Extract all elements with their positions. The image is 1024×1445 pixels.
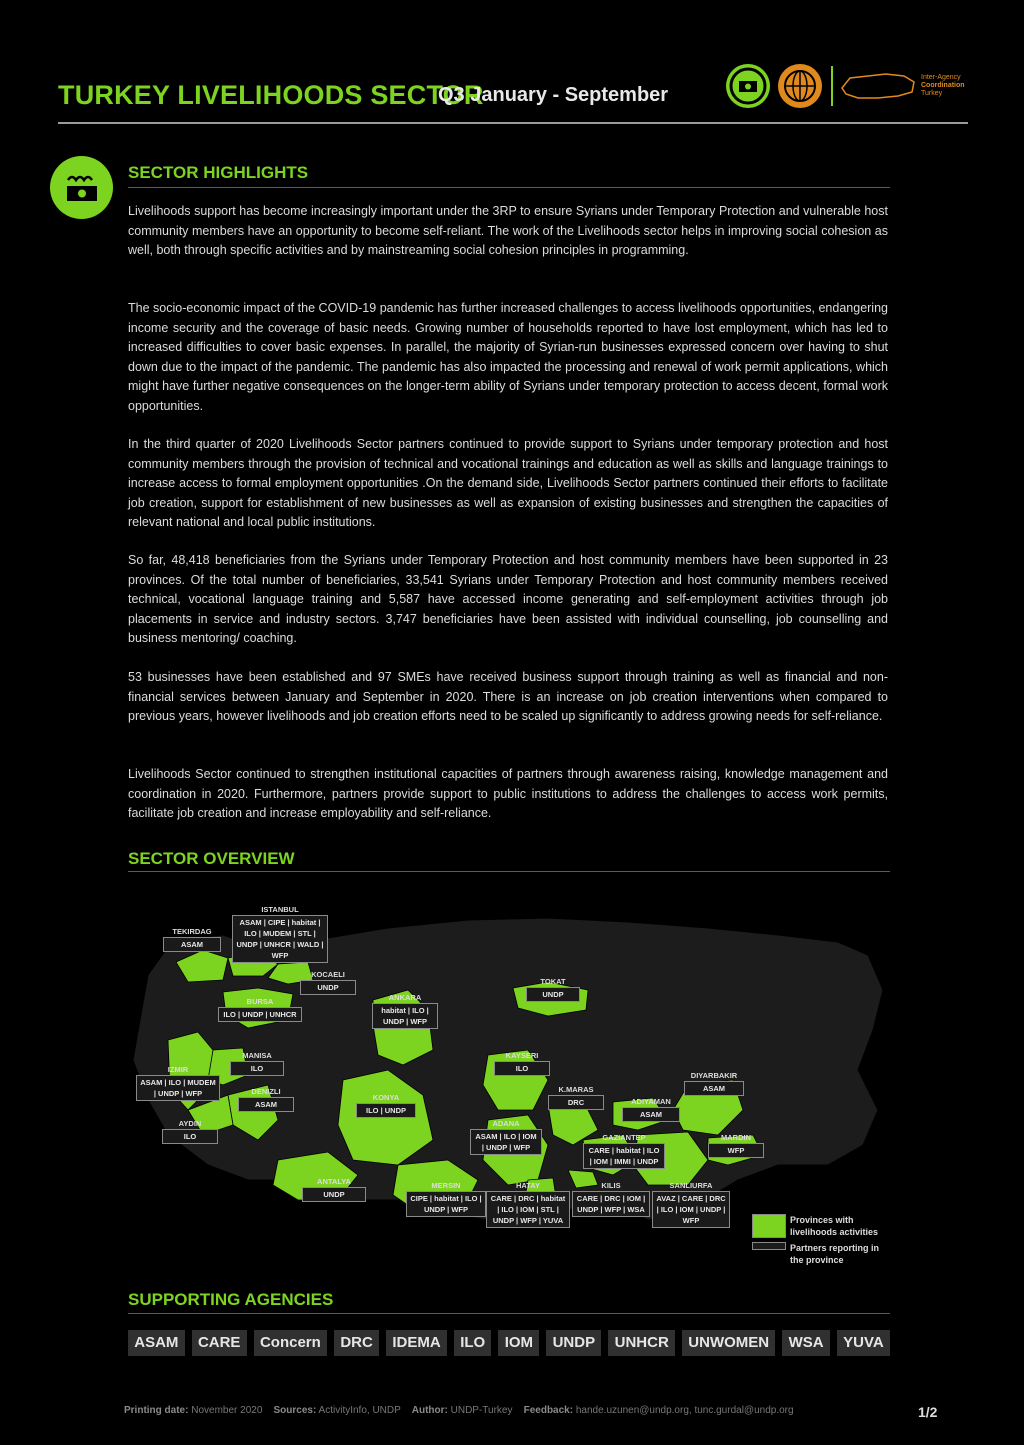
map-label-mardin: MARDIN WFP xyxy=(708,1132,764,1158)
footer-author-value: UNDP-Turkey xyxy=(450,1405,513,1416)
map-label-izmir: IZMIR ASAM | ILO | MUDEM | UNDP | WFP xyxy=(136,1064,220,1101)
footer-sources-value: ActivityInfo, UNDP xyxy=(318,1405,401,1416)
footer-printing-label: Printing date: xyxy=(124,1405,189,1416)
map-label-kmaras: K.MARAS DRC xyxy=(548,1084,604,1110)
map-label-kocaeli: KOCAELI UNDP xyxy=(300,969,356,995)
legend-dark-label: Partners reporting in the province xyxy=(790,1243,880,1265)
footer-feedback-value[interactable]: hande.uzunen@undp.org, tunc.gurdal@undp.org xyxy=(575,1405,794,1416)
map-label-gaziantep: GAZIANTEP CARE | habitat | ILO | IOM | IMMI | UNDP xyxy=(583,1132,665,1169)
map-label-hatay: HATAY CARE | DRC | habitat | ILO | IOM | STL | UNDP | WFP | YUVA xyxy=(486,1180,570,1228)
agency-badge: DRC xyxy=(334,1330,379,1356)
footer-feedback-label: Feedback: xyxy=(523,1405,574,1416)
map-label-denizli: DENIZLI ASAM xyxy=(238,1086,294,1112)
agency-badge: ASAM xyxy=(128,1330,185,1356)
map-label-adiyaman: ADIYAMAN ASAM xyxy=(622,1096,680,1122)
agencies-rule xyxy=(128,1313,890,1314)
un-emblem-icon xyxy=(778,64,822,108)
agency-badge: IOM xyxy=(498,1330,539,1356)
highlights-paragraph-1: Livelihoods support has become increasingly important under the 3RP to ensure Syrians under Temporary Protection and vulnerable host community members have an opportunity to become self-reliant. The work of the Livelihoods sector helps in improving social cohesion as well, both through specific activities and by mainstreaming social cohesion principles in programming. xyxy=(128,204,888,257)
page-number: 1/2 xyxy=(918,1404,938,1420)
map-label-tokat: TOKAT UNDP xyxy=(526,976,580,1002)
agency-badge: IDEMA xyxy=(386,1330,447,1356)
highlights-paragraph-5: 53 businesses have been established and 97 SMEs have received business support through training as well as financial and non-financial services between January and September in 2020. There is an increase on job creation interventions when compared to previous years, however livelihoods and job creation efforts need to be scaled up significantly to address growing needs for self-reliance. xyxy=(128,670,888,723)
footer-printing-value: November 2020 xyxy=(191,1405,263,1416)
highlights-paragraph-2: The socio-economic impact of the COVID-19 pandemic has further increased challenges to access livelihoods opportunities, endangering income security and the coverage of basic needs. Growing number of households reported to have lost employment, which has led to increased difficulties to cover basic expenses. In parallel, the majority of Syrian-run businesses expressed concern over having to shut down due to the impact of the pandemic. The pandemic has also impacted the processing and renewal of work permit applications, which might have further negative consequences on the longer-term ability of Syrians under temporary protection to access decent, formal work opportunities. xyxy=(128,301,888,413)
highlights-rule xyxy=(128,187,890,188)
legend-dark-swatch xyxy=(752,1242,786,1250)
agencies-heading: SUPPORTING AGENCIES xyxy=(128,1290,334,1309)
agency-badge: UNWOMEN xyxy=(682,1330,775,1356)
highlights-paragraph-3: In the third quarter of 2020 Livelihoods Sector partners continued to provide support to Syrians under temporary protection and host community members through the provision of technical and vocational trainings and education as well as skills and language trainings to increase access to formal employment opportunities .On the demand side, Livelihoods Sector partners continued their efforts to facilitate job creation, support for establishment of new businesses as well as expansion of existing businesses and strengthen the capacities of relevant national and local public institutions. xyxy=(128,437,888,529)
legend-active-label: Provinces with livelihoods activities xyxy=(790,1215,879,1237)
logo-divider xyxy=(831,66,833,106)
turkey-outline-icon xyxy=(838,70,918,107)
map-label-mersin: MERSIN CIPE | habitat | ILO | UNDP | WFP xyxy=(406,1180,486,1217)
agencies-list xyxy=(128,1330,890,1356)
footer xyxy=(124,1405,794,1416)
map-label-adana: ADANA ASAM | ILO | IOM | UNDP | WFP xyxy=(470,1118,542,1155)
footer-sources-label: Sources: xyxy=(273,1405,317,1416)
page-subtitle: Q3 January - September xyxy=(438,84,669,106)
agency-badge: UNHCR xyxy=(608,1330,675,1356)
agency-badge: CARE xyxy=(192,1330,247,1356)
overview-heading: SECTOR OVERVIEW xyxy=(128,849,295,868)
highlights-heading: SECTOR HIGHLIGHTS xyxy=(128,163,309,182)
agency-badge: UNDP xyxy=(546,1330,601,1356)
map-label-tekirdag: TEKIRDAG ASAM xyxy=(163,926,221,952)
overview-rule xyxy=(128,871,890,872)
header-logos xyxy=(726,64,971,110)
map-label-antalya: ANTALYA UNDP xyxy=(302,1176,366,1202)
map-label-kilis: KILIS CARE | DRC | IOM | UNDP | WFP | WSA xyxy=(572,1180,650,1217)
map-label-bursa: BURSA ILO | UNDP | UNHCR xyxy=(218,996,302,1022)
footer-author-label: Author: xyxy=(411,1405,448,1416)
turkey-provinces-map xyxy=(128,880,890,1265)
highlights-paragraph-6: Livelihoods Sector continued to strengthen institutional capacities of partners through awareness raising, knowledge management and coordination in 2020. Furthermore, partners provide support to public institutions to address the challenges to access work permits, facilitate job creation and increase employability and self-reliance. xyxy=(128,767,888,820)
map-label-manisa: MANISA ILO xyxy=(230,1050,284,1076)
legend-active-swatch xyxy=(752,1214,786,1238)
coordination-logo-text: Inter-Agency Coordination Turkey xyxy=(921,74,965,97)
agency-badge: Concern xyxy=(254,1330,327,1356)
map-label-konya: KONYA ILO | UNDP xyxy=(356,1092,416,1118)
livelihoods-logo-icon xyxy=(726,64,770,108)
map-label-aydin: AYDIN ILO xyxy=(162,1118,218,1144)
agency-badge: ILO xyxy=(454,1330,492,1356)
header-divider xyxy=(58,122,968,124)
highlights-paragraph-4: So far, 48,418 beneficiaries from the Syrians under Temporary Protection and host community members have been supported in 23 provinces. Of the total number of beneficiaries, 33,541 Syrians under Temporary Protection and host community members received technical, vocational language training and 5,587 have accessed income generating and self-employment activities through job placements in service and industry sectors. 3,747 beneficiaries have been assisted with individual counselling, job counselling and business mentoring/ coaching. xyxy=(128,553,888,645)
map-label-diyarbakir: DIYARBAKIR ASAM xyxy=(684,1070,744,1096)
agency-badge: YUVA xyxy=(837,1330,890,1356)
map-label-kayseri: KAYSERI ILO xyxy=(494,1050,550,1076)
map-label-ankara: ANKARA habitat | ILO | UNDP | WFP xyxy=(372,992,438,1029)
page-title: TURKEY LIVELIHOODS SECTOR xyxy=(58,80,484,110)
livelihoods-section-icon xyxy=(50,156,113,219)
agency-badge: WSA xyxy=(782,1330,830,1356)
map-label-sanliurfa: SANLIURFA AVAZ | CARE | DRC | ILO | IOM | UNDP | WFP xyxy=(652,1180,730,1228)
map-label-istanbul: ISTANBUL ASAM | CIPE | habitat | ILO | MUDEM | STL | UNDP | UNHCR | WALD | WFP xyxy=(232,904,328,963)
